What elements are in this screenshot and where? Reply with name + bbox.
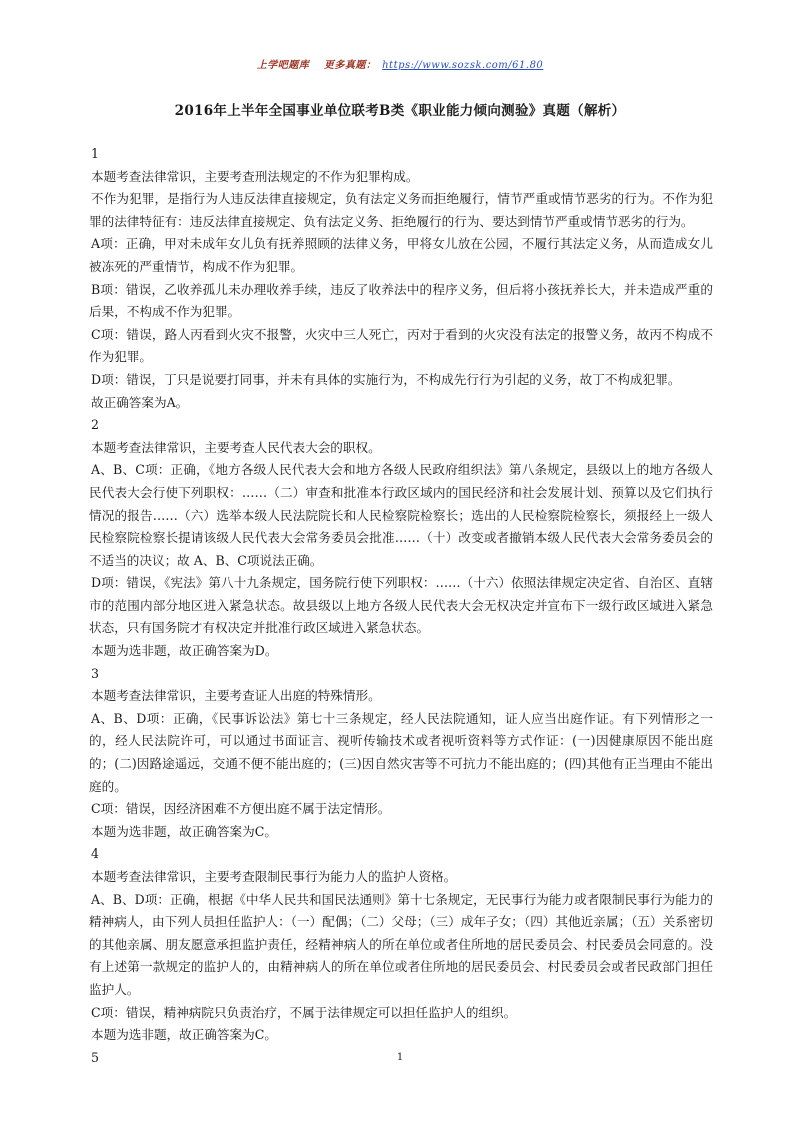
header-site-name: 上学吧题库 (256, 60, 310, 71)
paragraph: A、B、D项：正确，根据《中华人民共和国民法通则》第十七条规定，无民事行为能力或者限制民事行为能力的精神病人，由下列人员担任监护人：（一）配偶；（二）父母；（三）成年子女；（四）其他近亲属；（五）关系密切的其他亲属、朋友愿意承担监护责任，经精神病人的所在单位或者住所地的居民委员会、村民委员会同意的。没有上述第一款规定的监护人的，由精神病人的所在单位或者住所地的居民委员会、村民委员会或者民政部门担任监护人。 (89, 891, 713, 997)
answer-line: 本题为选非题，故正确答案为C。 (91, 823, 277, 839)
paragraph: 不作为犯罪，是指行为人违反法律直接规定，负有法定义务而拒绝履行，情节严重或情节恶劣的行为。不作为犯罪的法律特征有：违反法律直接规定、负有法定义务、拒绝履行的行为、要达到情节严重或情节恶劣的行为。 (89, 191, 713, 229)
header-url-link[interactable]: https://www.sozsk.com/61.80 (382, 60, 544, 71)
paragraph: 本题考查法律常识，主要考查证人出庭的特殊情形。 (91, 688, 381, 704)
paragraph: 本题考查法律常识，主要考查刑法规定的不作为犯罪构成。 (91, 168, 419, 184)
paragraph: A、B、D项：正确，《民事诉讼法》第七十三条规定，经人民法院通知，证人应当出庭作证。有下列情形之一的，经人民法院许可，可以通过书面证言、视听传输技术或者视听资料等方式作证：(一)因健康原因不能出庭的；(二)因路途遥远，交通不便不能出庭的；(三)因自然灾害等不可抗力不能出庭的；(四)其他有正当理由不能出庭的。 (89, 710, 713, 794)
paragraph: C项：错误，路人丙看到火灾不报警，火灾中三人死亡，丙对于看到的火灾没有法定的报警义务，故丙不构成不作为犯罪。 (89, 326, 713, 365)
paragraph: 本题考查法律常识，主要考查人民代表大会的职权。 (91, 439, 381, 455)
document-title: 2016年上半年全国事业单位联考B类《职业能力倾向测验》真题（解析） (174, 103, 626, 119)
question-number: 1 (91, 146, 100, 161)
paragraph: A项：正确，甲对未成年女儿负有抚养照顾的法律义务，甲将女儿放在公园，不履行其法定义务，从而造成女儿被冻死的严重情节，构成不作为犯罪。 (89, 236, 713, 274)
question-number: 4 (91, 846, 100, 862)
question-number: 5 (91, 1049, 100, 1065)
question-number: 2 (91, 417, 100, 433)
paragraph: A、B、C项：正确，《地方各级人民代表大会和地方各级人民政府组织法》第八条规定，县级以上的地方各级人民代表大会行使下列职权：……（二）审查和批准本行政区域内的国民经济和社会发展计划、预算以及它们执行情况的报告……（六）选举本级人民法院院长和人民检察院检察长；选出的人民检察院检察长，须报经上一级人民检察院检察长提请该级人民代表大会常务委员会批准……（十）改变或者撤销本级人民代表大会常务委员会的不适当的决议；故 A、B、C项说法正确。 (89, 462, 713, 568)
answer-line: 故正确答案为A。 (91, 394, 189, 410)
page-header (0, 56, 800, 71)
paragraph: B项：错误，乙收养孤儿未办理收养手续，违反了收养法中的程序义务，但后将小孩抚养长大，并未造成严重的后果，不构成不作为犯罪。 (89, 281, 713, 320)
answer-line: 本题为选非题，故正确答案为C。 (91, 1027, 277, 1043)
page-number: 1 (396, 1052, 404, 1063)
paragraph: 本题考查法律常识，主要考查限制民事行为能力人的监护人资格。 (91, 869, 457, 884)
answer-line: 本题为选非题，故正确答案为D。 (91, 643, 278, 659)
paragraph: D项：错误，《宪法》第八十九条规定，国务院行使下列职权：……（十六）依照法律规定决定省、自治区、直辖市的范围内部分地区进入紧急状态。故县级以上地方各级人民代表大会无权决定并宣布下一级行政区域进入紧急状态，只有国务院才有权决定并批准行政区域进入紧急状态。 (89, 575, 713, 636)
question-number: 3 (91, 665, 100, 681)
paragraph: C项：错误，精神病院只负责治疗，不属于法律规定可以担任监护人的组织。 (91, 1004, 517, 1020)
paragraph: D项：错误，丁只是说要打同事，并未有具体的实施行为，不构成先行行为引起的义务，故丁不构成犯罪。 (91, 371, 681, 387)
paragraph: C项：错误，因经济困难不方便出庭不属于法定情形。 (91, 801, 391, 817)
header-more-label: 更多真题： (323, 60, 377, 71)
document-body (89, 143, 713, 1069)
